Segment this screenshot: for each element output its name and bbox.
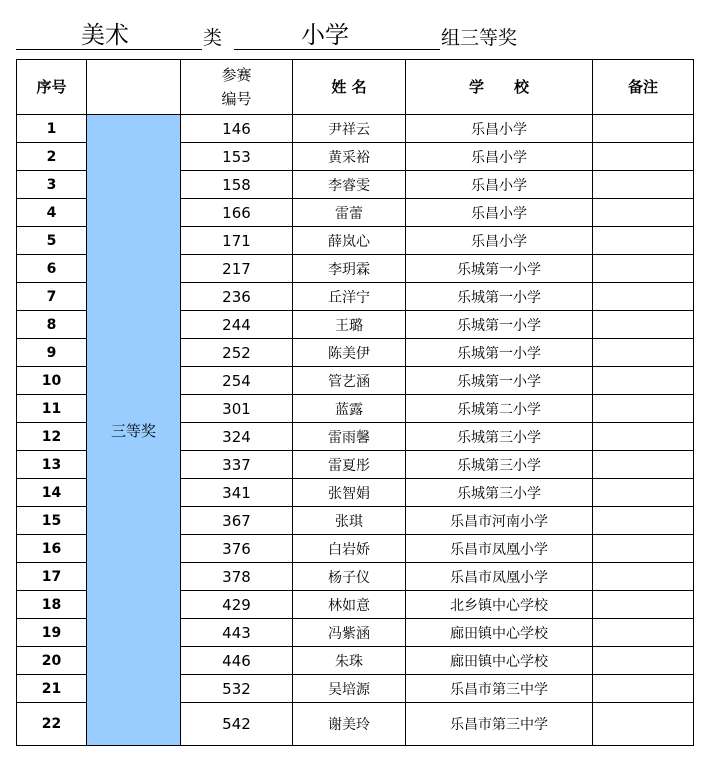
- cell-school: 乐城第二小学: [406, 395, 593, 423]
- cell-index: 19: [17, 619, 87, 647]
- cell-school: 乐昌小学: [406, 143, 593, 171]
- cell-name: 白岩娇: [293, 535, 406, 563]
- cell-index: 11: [17, 395, 87, 423]
- cell-name: 李睿雯: [293, 171, 406, 199]
- cell-school: 乐昌市河南小学: [406, 507, 593, 535]
- cell-school: 乐昌市第三中学: [406, 675, 593, 703]
- award-level-cell: 三等奖: [87, 115, 181, 746]
- cell-entry-number: 166: [181, 199, 293, 227]
- cell-index: 18: [17, 591, 87, 619]
- cell-school: 乐城第一小学: [406, 367, 593, 395]
- cell-name: 张智娟: [293, 479, 406, 507]
- cell-index: 17: [17, 563, 87, 591]
- cell-index: 16: [17, 535, 87, 563]
- cell-entry-number: 341: [181, 479, 293, 507]
- cell-entry-number: 376: [181, 535, 293, 563]
- cell-entry-number: 542: [181, 703, 293, 746]
- cell-entry-number: 324: [181, 423, 293, 451]
- award-table: [16, 59, 694, 746]
- header-index: 序号: [17, 60, 87, 115]
- cell-name: 吴培源: [293, 675, 406, 703]
- cell-entry-number: 301: [181, 395, 293, 423]
- cell-name: 管艺涵: [293, 367, 406, 395]
- cell-remark: [593, 227, 694, 255]
- cell-entry-number: 217: [181, 255, 293, 283]
- cell-remark: [593, 507, 694, 535]
- cell-school: 乐昌市第三中学: [406, 703, 593, 746]
- header-row: [17, 60, 694, 115]
- cell-remark: [593, 199, 694, 227]
- cell-remark: [593, 451, 694, 479]
- cell-index: 13: [17, 451, 87, 479]
- cell-name: 李玥霖: [293, 255, 406, 283]
- cell-entry-number: 252: [181, 339, 293, 367]
- cell-school: 乐昌小学: [406, 115, 593, 143]
- cell-entry-number: 532: [181, 675, 293, 703]
- cell-index: 12: [17, 423, 87, 451]
- cell-school: 乐城第一小学: [406, 283, 593, 311]
- cell-entry-number: 171: [181, 227, 293, 255]
- header-remark: 备注: [593, 60, 694, 115]
- cell-name: 雷夏彤: [293, 451, 406, 479]
- cell-remark: [593, 115, 694, 143]
- cell-remark: [593, 395, 694, 423]
- cell-school: 廊田镇中心学校: [406, 647, 593, 675]
- cell-entry-number: 153: [181, 143, 293, 171]
- cell-name: 雷雨馨: [293, 423, 406, 451]
- cell-index: 20: [17, 647, 87, 675]
- cell-index: 4: [17, 199, 87, 227]
- award-title: [0, 0, 707, 58]
- header-school: 学 校: [406, 60, 593, 115]
- cell-name: 杨子仪: [293, 563, 406, 591]
- cell-school: 乐城第三小学: [406, 423, 593, 451]
- cell-index: 9: [17, 339, 87, 367]
- cell-index: 5: [17, 227, 87, 255]
- cell-index: 6: [17, 255, 87, 283]
- table-row: [17, 115, 694, 143]
- cell-entry-number: 236: [181, 283, 293, 311]
- cell-entry-number: 244: [181, 311, 293, 339]
- cell-index: 8: [17, 311, 87, 339]
- cell-index: 14: [17, 479, 87, 507]
- header-name: 姓 名: [293, 60, 406, 115]
- cell-school: 廊田镇中心学校: [406, 619, 593, 647]
- cell-entry-number: 378: [181, 563, 293, 591]
- header-entry: [181, 60, 293, 115]
- category-text: 美术: [81, 21, 129, 49]
- cell-remark: [593, 619, 694, 647]
- header-entry-line1: 参赛: [221, 66, 252, 84]
- cell-index: 22: [17, 703, 87, 746]
- cell-name: 丘洋宁: [293, 283, 406, 311]
- cell-name: 张琪: [293, 507, 406, 535]
- cell-school: 乐昌市凤凰小学: [406, 563, 593, 591]
- cell-name: 谢美玲: [293, 703, 406, 746]
- cell-index: 21: [17, 675, 87, 703]
- cell-index: 1: [17, 115, 87, 143]
- cell-entry-number: 146: [181, 115, 293, 143]
- header-entry-line2: 编号: [221, 90, 252, 108]
- cell-entry-number: 429: [181, 591, 293, 619]
- cell-entry-number: 337: [181, 451, 293, 479]
- cell-remark: [593, 479, 694, 507]
- cell-remark: [593, 367, 694, 395]
- cell-remark: [593, 255, 694, 283]
- cell-school: 乐昌小学: [406, 171, 593, 199]
- cell-index: 2: [17, 143, 87, 171]
- cell-remark: [593, 535, 694, 563]
- cell-school: 乐城第三小学: [406, 479, 593, 507]
- cell-remark: [593, 311, 694, 339]
- cell-school: 乐昌小学: [406, 199, 593, 227]
- cell-entry-number: 158: [181, 171, 293, 199]
- header-award: [87, 60, 181, 115]
- cell-school: 乐城第三小学: [406, 451, 593, 479]
- cell-name: 蓝露: [293, 395, 406, 423]
- cell-index: 10: [17, 367, 87, 395]
- cell-remark: [593, 563, 694, 591]
- cell-remark: [593, 171, 694, 199]
- cell-school: 乐城第一小学: [406, 339, 593, 367]
- cell-remark: [593, 143, 694, 171]
- cell-name: 朱珠: [293, 647, 406, 675]
- cell-school: 乐城第一小学: [406, 311, 593, 339]
- cell-remark: [593, 591, 694, 619]
- cell-name: 陈美伊: [293, 339, 406, 367]
- cell-entry-number: 367: [181, 507, 293, 535]
- cell-school: 乐城第一小学: [406, 255, 593, 283]
- group-suffix: 组三等奖: [441, 27, 518, 49]
- cell-name: 尹祥云: [293, 115, 406, 143]
- cell-entry-number: 446: [181, 647, 293, 675]
- cell-remark: [593, 423, 694, 451]
- cell-name: 雷蕾: [293, 199, 406, 227]
- cell-remark: [593, 675, 694, 703]
- cell-school: 乐昌市凤凰小学: [406, 535, 593, 563]
- cell-entry-number: 254: [181, 367, 293, 395]
- cell-name: 王璐: [293, 311, 406, 339]
- cell-index: 7: [17, 283, 87, 311]
- cell-name: 冯紫涵: [293, 619, 406, 647]
- cell-name: 林如意: [293, 591, 406, 619]
- cell-name: 薛岚心: [293, 227, 406, 255]
- cell-remark: [593, 703, 694, 746]
- cell-school: 乐昌小学: [406, 227, 593, 255]
- cell-index: 3: [17, 171, 87, 199]
- cell-entry-number: 443: [181, 619, 293, 647]
- cell-remark: [593, 283, 694, 311]
- cell-remark: [593, 339, 694, 367]
- cell-name: 黄采裕: [293, 143, 406, 171]
- category-suffix: 类: [203, 27, 223, 49]
- cell-school: 北乡镇中心学校: [406, 591, 593, 619]
- level-text: 小学: [301, 21, 349, 49]
- cell-index: 15: [17, 507, 87, 535]
- cell-remark: [593, 647, 694, 675]
